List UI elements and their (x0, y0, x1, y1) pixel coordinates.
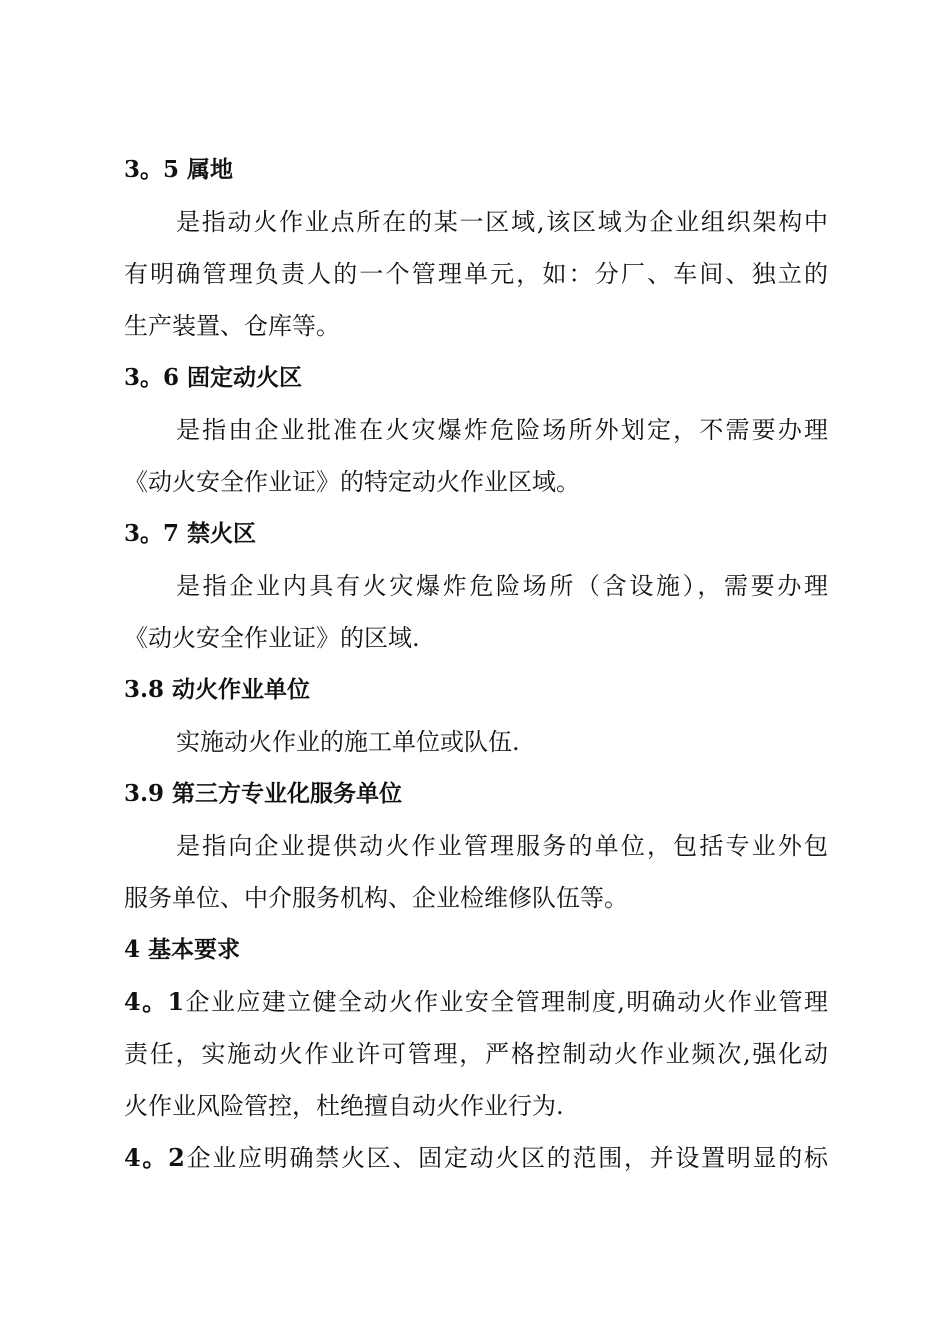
document-page (124, 144, 828, 1184)
paragraph-line: 服务单位、中介服务机构、企业检维修队伍等。 (124, 884, 628, 912)
section-heading-4: 4 基本要求 (124, 936, 241, 963)
section-heading-3-8: 3.8 动火作业单位 (124, 676, 311, 703)
paragraph-line: 是指企业内具有火灾爆炸危险场所（含设施），需要办理 (176, 572, 828, 600)
section-heading-3-7: 3。7 禁火区 (124, 520, 257, 547)
paragraph-line: 是指动火作业点所在的某一区域,该区域为企业组织架构中 (176, 208, 828, 236)
paragraph-line: 《动火安全作业证》的区域. (124, 624, 420, 652)
paragraph-line: 生产装置、仓库等。 (124, 312, 340, 340)
clause-number: 4。2 (124, 1143, 185, 1172)
paragraph-line: 是指向企业提供动火作业管理服务的单位，包括专业外包 (176, 832, 828, 860)
clause-number: 4。1 (124, 987, 185, 1016)
clause-text: 企业应明确禁火区、固定动火区的范围，并设置明显的标 (184, 1144, 828, 1172)
section-heading-3-5: 3。5 属地 (124, 156, 234, 183)
paragraph-line: 责任，实施动火作业许可管理，严格控制动火作业频次,强化动 (124, 1040, 828, 1068)
section-heading-3-9: 3.9 第三方专业化服务单位 (124, 780, 403, 807)
paragraph-line: 《动火安全作业证》的特定动火作业区域。 (124, 468, 580, 496)
clause-text: 企业应建立健全动火作业安全管理制度,明确动火作业管理 (184, 988, 828, 1016)
section-heading-3-6: 3。6 固定动火区 (124, 364, 303, 391)
paragraph-line: 是指由企业批准在火灾爆炸危险场所外划定，不需要办理 (176, 416, 828, 444)
clause-4-1-line (124, 976, 828, 1028)
paragraph-line: 火作业风险管控，杜绝擅自动火作业行为. (124, 1092, 564, 1120)
clause-4-2-line (124, 1132, 828, 1184)
paragraph-line: 实施动火作业的施工单位或队伍. (176, 728, 520, 756)
paragraph-line: 有明确管理负责人的一个管理单元，如：分厂、车间、独立的 (124, 260, 828, 288)
